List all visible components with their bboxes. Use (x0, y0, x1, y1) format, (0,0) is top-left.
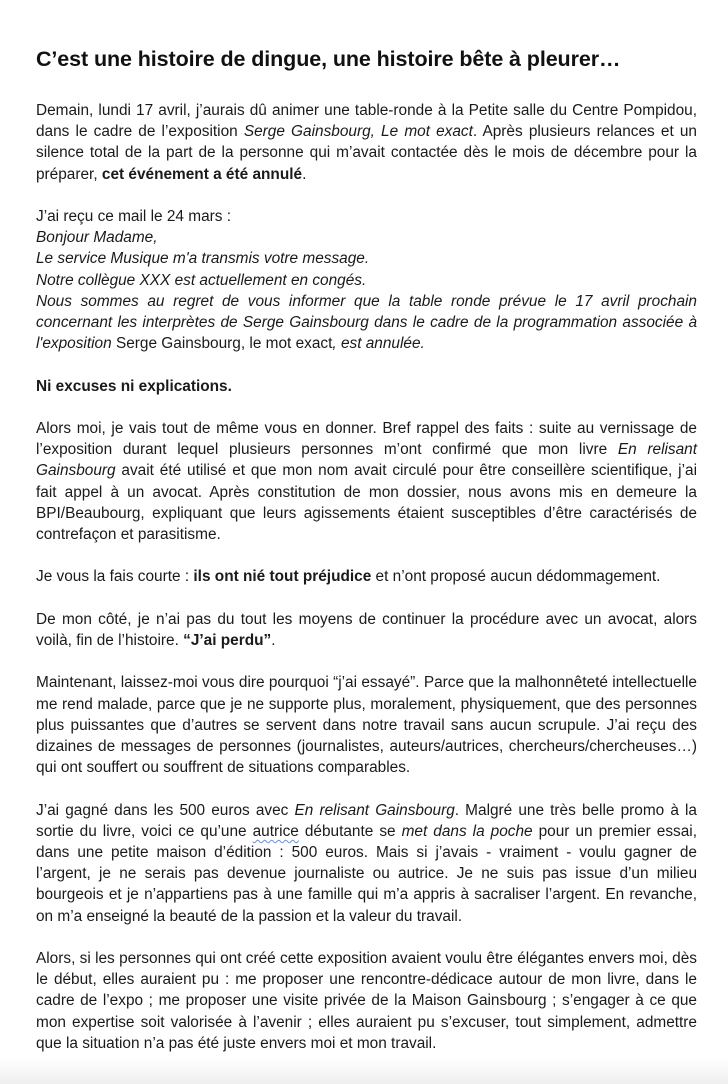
bottom-fade (0, 1058, 728, 1084)
denied-prejudice-emphasis: ils ont nié tout préjudice (193, 568, 372, 586)
paragraph-facts-recap (36, 418, 697, 545)
paragraph-email-quote (36, 206, 697, 354)
p6-text-a: De mon côté, je n’ai pas du tout les moyens de continuer la procédure avec un avocat, alors voilà, fin de l’histoire. (36, 610, 697, 649)
p8-text-c: . Malgré une très belle promo à la sortie du livre, voici ce qu’une (36, 801, 697, 840)
email-line-colleague: Notre collègue XXX est actuellement en congés. (36, 271, 367, 289)
email-exhibition-name: Serge Gainsbourg, le mot exact (115, 335, 333, 353)
p1-text-a: Demain, lundi 17 avril, j’aurais dû animer une table-ronde à la Petite salle du Centre Pompidou, dans le cadre de l’exposition (36, 102, 697, 141)
paragraph-lost (36, 609, 697, 651)
paragraph-why-i-tried: Maintenant, laissez-moi vous dire pourquoi “j’ai essayé”. Parce que la malhonnêteté intellectuelle me rend malade, parce que je ne supporte plus, moralement, physiquement, que des personnes plus puissantes que d’autres se servent dans notre travail sans aucun scrupule. J’ai reçu des dizaines de messages de personnes (journalistes, auteurs/autrices, chercheurs/chercheuses…) qui ont souffert ou souffrent de situations comparables. (36, 674, 697, 777)
paragraph-cancelled-event (36, 100, 697, 185)
paragraph-no-excuses (36, 376, 697, 397)
paragraph-short-version (36, 566, 697, 587)
email-intro: J’ai reçu ce mail le 24 mars : (36, 208, 232, 225)
p1-text-c: . Après plusieurs relances et un silence total de la part de la personne qui m’avait contactée dès le mois de décembre pour la préparer, (36, 123, 697, 183)
book-title-2: En relisant Gainsbourg (294, 801, 455, 819)
email-line-music-service: Le service Musique m'a transmis votre message. (36, 250, 370, 268)
p5-text-c: et n’ont proposé aucun dédommagement. (371, 568, 661, 586)
email-cancellation-end: , est annulée. (332, 335, 425, 353)
book-title: En relisant Gainsbourg (36, 441, 698, 480)
i-lost-emphasis: “J’ai perdu” (183, 632, 272, 649)
paragraph-earnings (36, 800, 697, 927)
p4-text-a: Alors moi, je vais tout de même vous en donner. Bref rappel des faits : suite au vernissage de l’exposition durant lequel plusieurs personnes m’ont confirmé que mon livre (36, 420, 697, 459)
email-line-cancellation (36, 291, 697, 355)
event-cancelled-emphasis: cet événement a été annulé (101, 165, 303, 183)
exhibition-title: Serge Gainsbourg, Le mot exact (243, 123, 473, 141)
p8-text-e: débutante se (298, 822, 402, 840)
p8-text-a: J’ai gagné dans les 500 euros avec (36, 801, 295, 819)
spellcheck-word-autrice: autrice (252, 822, 299, 840)
idiom-emphasis: met dans la poche (401, 822, 533, 840)
document-body (36, 100, 697, 1075)
no-excuses-heading: Ni excuses ni explications. (36, 377, 232, 395)
p6-text-c: . (271, 632, 276, 649)
p4-text-c: avait été utilisé et que mon nom avait circulé pour être conseillère scientifique, j’ai fait appel à un avocat. Après constitution de mon dossier, nous avons mis en demeure la BPI/Beaubourg, expliquant que leurs agissements étaient susceptibles d’être caractérisés de contrefaçon et parasitisme. (36, 462, 697, 544)
email-greeting: Bonjour Madame, (36, 229, 158, 247)
paragraph-elegance: Alors, si les personnes qui ont créé cette exposition avaient voulu être élégantes envers moi, dès le début, elles auraient pu : me proposer une rencontre-dédicace autour de mon livre, dans le cadre de l’expo ; me proposer une visite privée de la Maison Gainsbourg ; s’engager à ce que mon expertise soit valorisée à l’avenir ; elles auraient pu s’excuser, tout simplement, admettre que la situation n’a pas été juste envers moi et mon travail. (36, 950, 697, 1052)
p5-text-a: Je vous la fais courte : (36, 568, 194, 586)
document-title: C’est une histoire de dingue, une histoire bête à pleurer… (36, 47, 621, 71)
p8-text-g: pour un premier essai, dans une petite maison d’édition : 500 euros. Mais si j’avais - vraiment - voulu gagner de l’argent, je ne serais pas devenue journaliste ou autrice. Je ne suis pas issue d’un milieu bourgeois et je n’appartiens pas à une famille qui m’a appris à sacraliser l’argent. En revanche, on m’a enseigné la beauté de la passion et la valeur du travail. (36, 822, 697, 925)
email-cancellation-text: Nous sommes au regret de vous informer que la table ronde prévue le 17 avril prochain concernant les interprètes de Serge Gainsbourg dans le cadre de la programmation associée à l'exposition (36, 292, 697, 353)
p1-text-e: . (302, 165, 307, 183)
